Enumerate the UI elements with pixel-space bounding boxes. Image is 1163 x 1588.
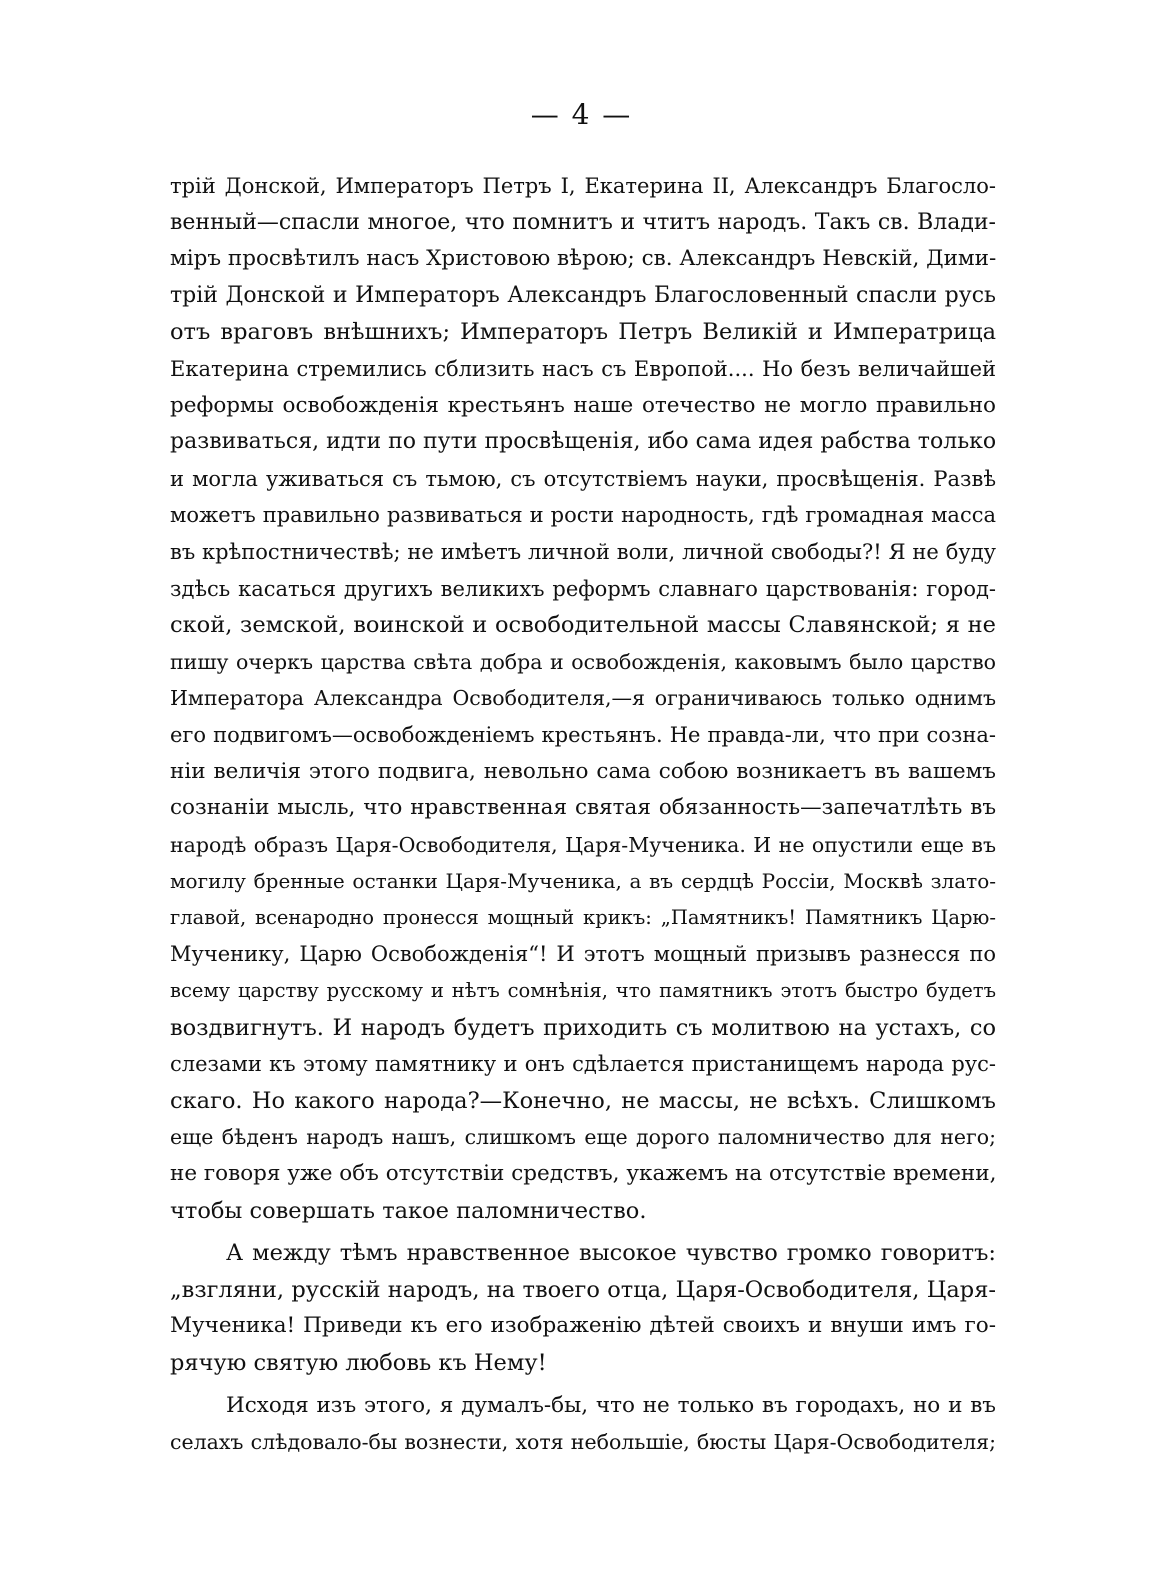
text-line: пишу очеркъ царства свѣта добра и освобожденія, каковымъ было царство	[170, 649, 996, 674]
text-line: венный—спасли многое, что помнитъ и чтитъ народъ. Такъ св. Влади-	[170, 209, 996, 235]
text-line: міръ просвѣтилъ насъ Христовою вѣрою; св. Александръ Невскій, Дими-	[170, 246, 996, 272]
text-line: могилу бренные останки Царя-Мученика, а въ сердцѣ Россіи, Москвѣ злато-	[170, 869, 996, 894]
text-line: сознаніи мысль, что нравственная святая обязанность—запечатлѣть въ	[170, 795, 996, 821]
text-line: развиваться, идти по пути просвѣщенія, ибо сама идея рабства только	[170, 429, 996, 455]
text-line: здѣсь касаться другихъ великихъ реформъ славнаго царствованія: город-	[170, 576, 996, 601]
paragraph	[170, 168, 996, 1229]
paragraph	[170, 1235, 996, 1381]
text-line: Мученику, Царю Освобожденія“! И этотъ мощный призывъ разнесся по	[170, 942, 996, 967]
text-line: отъ враговъ внѣшнихъ; Императоръ Петръ Великій и Императрица	[170, 319, 996, 346]
text-line: его подвигомъ—освобожденіемъ крестьянъ. Не правда-ли, что при созна-	[170, 722, 996, 747]
body-text	[170, 168, 996, 1461]
text-line: въ крѣпостничествѣ; не имѣетъ личной воли, личной свободы?! Я не буду	[170, 539, 996, 564]
text-line: всему царству русскому и нѣтъ сомнѣнія, что памятникъ этотъ быстро будетъ	[170, 979, 996, 1003]
text-line: селахъ слѣдовало-бы вознести, хотя небольшіе, бюсты Царя-Освободителя;	[170, 1430, 996, 1455]
text-line: ніи величія этого подвига, невольно сама собою возникаетъ въ вашемъ	[170, 758, 996, 784]
text-line: еще бѣденъ народъ нашъ, слишкомъ еще дорого паломничество для него;	[170, 1125, 996, 1150]
text-line: трій Донской и Императоръ Александръ Благословенный спасли русь	[170, 282, 996, 308]
text-line: „взгляни, русскій народъ, на твоего отца, Царя-Освободителя, Царя-	[170, 1276, 996, 1303]
text-line: Екатерина стремились сблизить насъ съ Европой.... Но безъ величайшей	[170, 356, 996, 381]
text-line: чтобы совершать такое паломничество.	[170, 1197, 647, 1224]
text-line: можетъ правильно развиваться и рости народность, гдѣ громадная масса	[170, 503, 996, 528]
text-line: рячую святую любовь къ Нему!	[170, 1350, 547, 1376]
text-line: главой, всенародно пронесся мощный крикъ: „Памятникъ! Памятникъ Царю-	[170, 905, 996, 929]
text-line: ской, земской, воинской и освободительной массы Славянской; я не	[170, 612, 996, 639]
text-line: скаго. Но какого народа?—Конечно, не массы, не всѣхъ. Слишкомъ	[170, 1087, 996, 1114]
text-line: Исходя изъ этого, я думалъ-бы, что не только въ городахъ, но и въ	[226, 1392, 996, 1418]
text-line: слезами къ этому памятнику и онъ сдѣлается пристанищемъ народа рус-	[170, 1052, 996, 1077]
paragraph	[170, 1388, 996, 1461]
text-line: А между тѣмъ нравственное высокое чувство громко говоритъ:	[226, 1240, 996, 1267]
text-line: реформы освобожденія крестьянъ наше отечество не могло правильно	[170, 392, 996, 418]
text-line: и могла уживаться съ тьмою, съ отсутствіемъ науки, просвѣщенія. Развѣ	[170, 466, 996, 491]
text-line: воздвигнутъ. И народъ будетъ приходить съ молитвою на устахъ, со	[170, 1014, 996, 1041]
text-line: не говоря уже объ отсутствіи средствъ, укажемъ на отсутствіе времени,	[170, 1161, 996, 1187]
text-line: народѣ образъ Царя-Освободителя, Царя-Мученика. И не опустили еще въ	[170, 832, 996, 857]
text-line: Мученика! Приведи къ его изображенію дѣтей своихъ и внуши имъ го-	[170, 1313, 996, 1339]
text-line: Императора Александра Освободителя,—я ограничиваюсь только однимъ	[170, 686, 996, 711]
page-number: — 4 —	[530, 98, 633, 131]
text-line: трій Донской, Императоръ Петръ I, Екатерина II, Александръ Благосло-	[170, 174, 996, 198]
